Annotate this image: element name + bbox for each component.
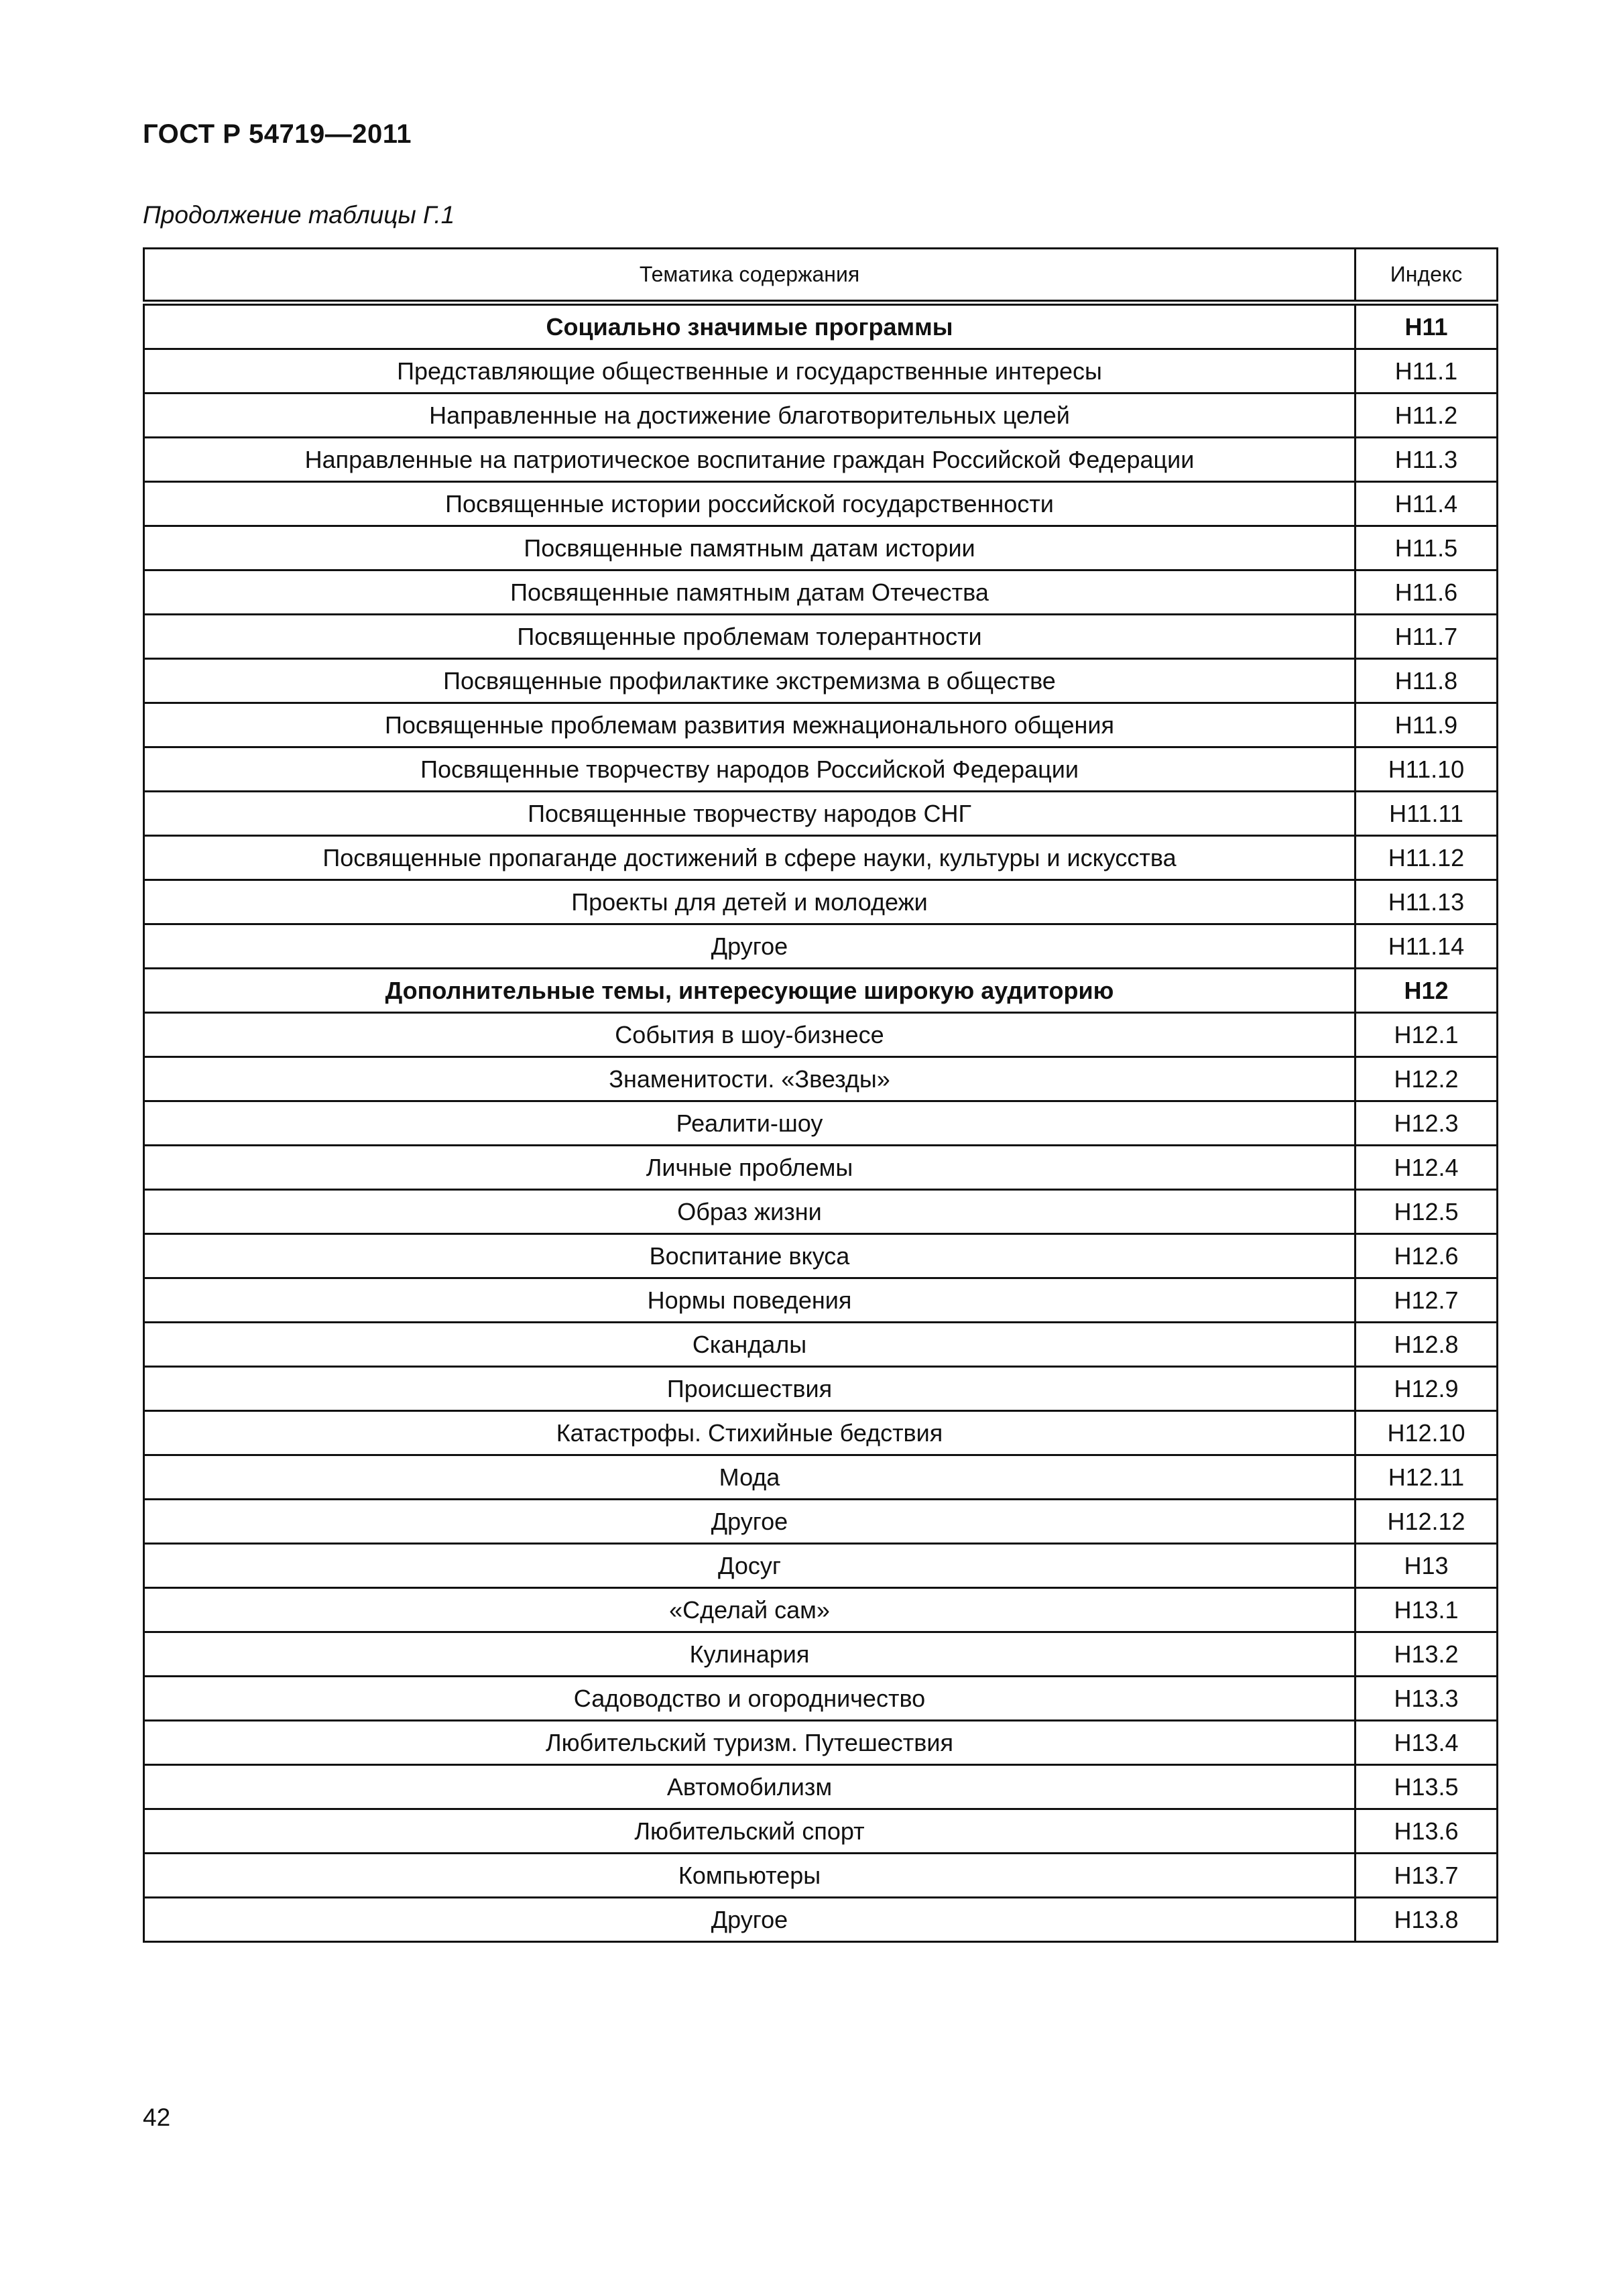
table-row	[144, 1809, 1498, 1854]
cell-index: H11.4	[1356, 482, 1498, 526]
cell-index: H12.9	[1356, 1367, 1498, 1411]
cell-topic: Нормы поведения	[144, 1278, 1356, 1323]
table-section-row	[144, 303, 1498, 349]
cell-index: H11.9	[1356, 703, 1498, 747]
table-row	[144, 1544, 1498, 1588]
cell-index: H12.8	[1356, 1323, 1498, 1367]
table-caption: Продолжение таблицы Г.1	[143, 201, 455, 229]
cell-index: H13.2	[1356, 1632, 1498, 1677]
table-header-row	[144, 249, 1498, 303]
cell-topic: Садоводство и огородничество	[144, 1677, 1356, 1721]
cell-index: H13.3	[1356, 1677, 1498, 1721]
cell-topic: Проекты для детей и молодежи	[144, 880, 1356, 924]
table-row	[144, 1455, 1498, 1500]
cell-topic: Компьютеры	[144, 1854, 1356, 1898]
cell-index: H11.12	[1356, 836, 1498, 880]
cell-topic: Посвященные профилактике экстремизма в обществе	[144, 659, 1356, 703]
cell-topic: Образ жизни	[144, 1190, 1356, 1234]
cell-topic: Кулинария	[144, 1632, 1356, 1677]
table-row	[144, 924, 1498, 969]
cell-index: H11.2	[1356, 394, 1498, 438]
table-row	[144, 1765, 1498, 1809]
cell-index: H12.3	[1356, 1101, 1498, 1146]
cell-index: H11.3	[1356, 438, 1498, 482]
cell-index: H11.14	[1356, 924, 1498, 969]
cell-topic: Другое	[144, 924, 1356, 969]
cell-topic: Представляющие общественные и государственные интересы	[144, 349, 1356, 394]
cell-topic: Посвященные памятным датам истории	[144, 526, 1356, 570]
table-row	[144, 1854, 1498, 1898]
cell-index: H13.1	[1356, 1588, 1498, 1632]
cell-topic: Посвященные творчеству народов Российской Федерации	[144, 747, 1356, 792]
cell-topic: Направленные на достижение благотворительных целей	[144, 394, 1356, 438]
cell-topic: Мода	[144, 1455, 1356, 1500]
cell-topic: Происшествия	[144, 1367, 1356, 1411]
table-row	[144, 615, 1498, 659]
cell-index: H11.10	[1356, 747, 1498, 792]
table-row	[144, 880, 1498, 924]
cell-topic: Реалити-шоу	[144, 1101, 1356, 1146]
table-row	[144, 1234, 1498, 1278]
cell-index: H13.5	[1356, 1765, 1498, 1809]
cell-topic: Посвященные проблемам развития межнационального общения	[144, 703, 1356, 747]
table-section-row	[144, 969, 1498, 1013]
cell-topic: Воспитание вкуса	[144, 1234, 1356, 1278]
table-row	[144, 482, 1498, 526]
cell-topic: Дополнительные темы, интересующие широкую аудиторию	[144, 969, 1356, 1013]
cell-topic: Любительский туризм. Путешествия	[144, 1721, 1356, 1765]
cell-index: H11.8	[1356, 659, 1498, 703]
column-header-topic: Тематика содержания	[144, 249, 1356, 303]
table-row	[144, 836, 1498, 880]
cell-topic: Знаменитости. «Звезды»	[144, 1057, 1356, 1101]
cell-index: H12	[1356, 969, 1498, 1013]
cell-topic: Автомобилизм	[144, 1765, 1356, 1809]
table-row	[144, 1632, 1498, 1677]
table-row	[144, 1411, 1498, 1455]
table-row	[144, 1146, 1498, 1190]
cell-topic: Личные проблемы	[144, 1146, 1356, 1190]
cell-index: H13.6	[1356, 1809, 1498, 1854]
cell-index: H12.2	[1356, 1057, 1498, 1101]
table-row	[144, 1677, 1498, 1721]
table-row	[144, 1367, 1498, 1411]
cell-index: H11.13	[1356, 880, 1498, 924]
topics-table	[143, 247, 1498, 1943]
cell-index: H13.8	[1356, 1898, 1498, 1942]
table-row	[144, 703, 1498, 747]
cell-index: H12.12	[1356, 1500, 1498, 1544]
cell-topic: Посвященные истории российской государственности	[144, 482, 1356, 526]
cell-topic: Другое	[144, 1500, 1356, 1544]
cell-index: H12.7	[1356, 1278, 1498, 1323]
cell-index: H13.7	[1356, 1854, 1498, 1898]
cell-topic: «Сделай сам»	[144, 1588, 1356, 1632]
table-row	[144, 1721, 1498, 1765]
cell-topic: Любительский спорт	[144, 1809, 1356, 1854]
table-body	[144, 303, 1498, 1942]
cell-topic: Посвященные памятным датам Отечества	[144, 570, 1356, 615]
cell-topic: Посвященные пропаганде достижений в сфере науки, культуры и искусства	[144, 836, 1356, 880]
cell-index: H12.10	[1356, 1411, 1498, 1455]
page-number: 42	[143, 2104, 171, 2131]
table-row	[144, 1101, 1498, 1146]
table-row	[144, 1323, 1498, 1367]
table-row	[144, 1013, 1498, 1057]
table-row	[144, 1278, 1498, 1323]
cell-index: H12.1	[1356, 1013, 1498, 1057]
table-header	[144, 249, 1498, 303]
cell-topic: Посвященные творчеству народов СНГ	[144, 792, 1356, 836]
cell-topic: Направленные на патриотическое воспитание граждан Российской Федерации	[144, 438, 1356, 482]
cell-index: H12.5	[1356, 1190, 1498, 1234]
cell-topic: Другое	[144, 1898, 1356, 1942]
table-row	[144, 1588, 1498, 1632]
table-row	[144, 349, 1498, 394]
table-row	[144, 792, 1498, 836]
cell-index: H11.5	[1356, 526, 1498, 570]
cell-index: H12.6	[1356, 1234, 1498, 1278]
cell-index: H11.11	[1356, 792, 1498, 836]
document-header: ГОСТ Р 54719—2011	[143, 119, 412, 149]
table-row	[144, 570, 1498, 615]
cell-index: H12.11	[1356, 1455, 1498, 1500]
cell-topic: Посвященные проблемам толерантности	[144, 615, 1356, 659]
cell-topic: Социально значимые программы	[144, 303, 1356, 349]
cell-index: H11.6	[1356, 570, 1498, 615]
cell-index: H11.1	[1356, 349, 1498, 394]
table-row	[144, 1500, 1498, 1544]
table-row	[144, 438, 1498, 482]
cell-topic: Катастрофы. Стихийные бедствия	[144, 1411, 1356, 1455]
table-row	[144, 659, 1498, 703]
table-row	[144, 526, 1498, 570]
cell-index: H12.4	[1356, 1146, 1498, 1190]
table-row	[144, 1190, 1498, 1234]
cell-topic: Скандалы	[144, 1323, 1356, 1367]
cell-topic: Досуг	[144, 1544, 1356, 1588]
column-header-index: Индекс	[1356, 249, 1498, 303]
cell-index: H11.7	[1356, 615, 1498, 659]
table-row	[144, 1057, 1498, 1101]
cell-topic: События в шоу-бизнесе	[144, 1013, 1356, 1057]
table-row	[144, 747, 1498, 792]
table-row	[144, 394, 1498, 438]
table-row	[144, 1898, 1498, 1942]
cell-index: H13.4	[1356, 1721, 1498, 1765]
cell-index: H11	[1356, 303, 1498, 349]
cell-index: H13	[1356, 1544, 1498, 1588]
